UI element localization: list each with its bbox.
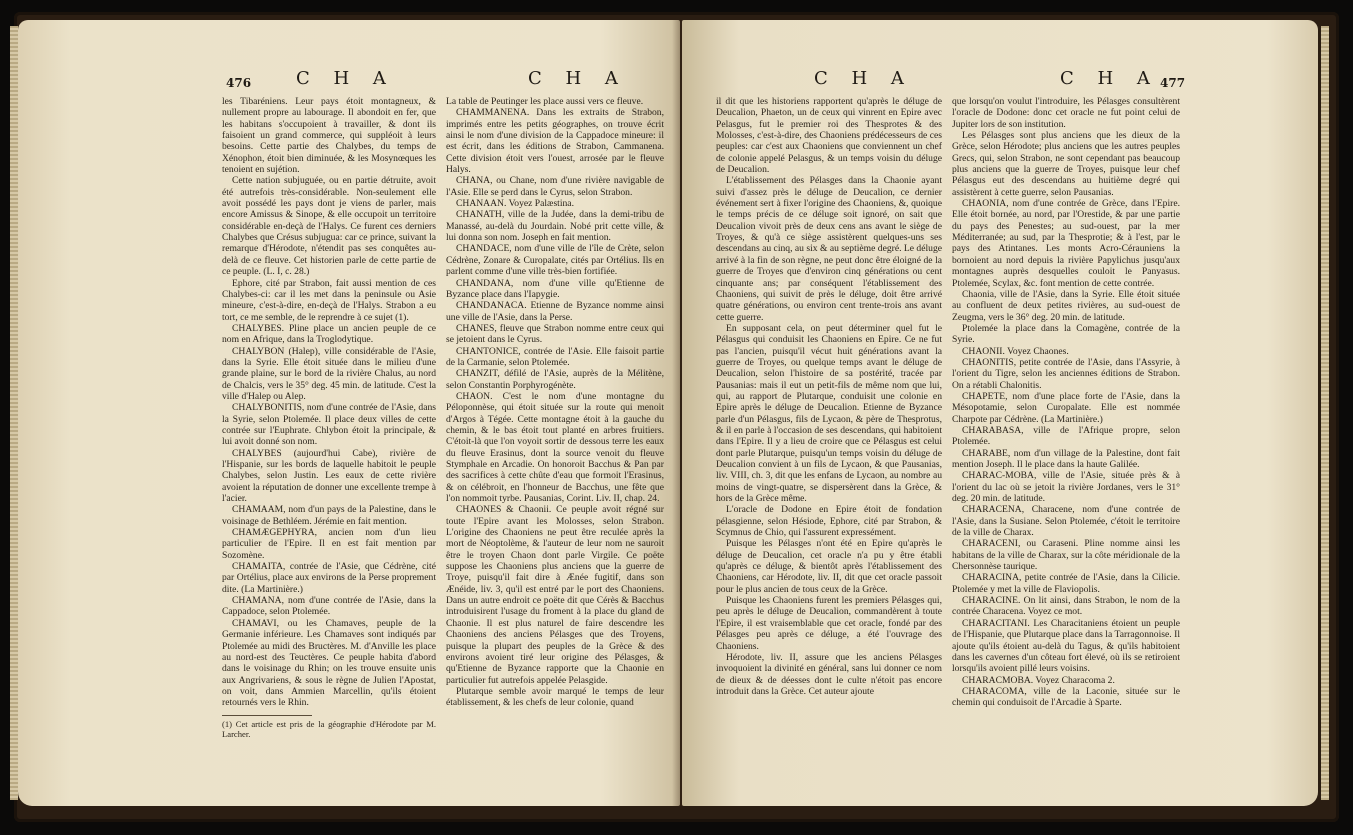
paragraph: CHANATH, ville de la Judée, dans la demi-tribu de Manassé, au-delà du Jourdain. Nobé prit cette ville, & lui donna son nom. Joseph en fait mention. [446,209,664,244]
paragraph: Puisque les Chaoniens furent les premiers Pélasges qui, peu après le déluge de Deucalion, commandèrent à toute l'Epire, il est vraisemblable que cet oracle, fondé par des Pélasges peu après ce déluge, a été l'ouvrage des Chaoniens. [716,595,942,652]
paragraph: CHARACMOBA. Voyez Characoma 2. [962,674,1115,686]
left-page-header-2: C H A [528,68,627,89]
paragraph: CHAONES & Chaonii. Ce peuple avoit régné sur toute l'Epire avant les Molosses, selon Strabon. L'origine des Chaoniens ne peut être reculée après la mort de Néoptolème, & l'auteur de leur nom ne sauroit être le troyen Chaon dont parle Virgile. Ce poëte suppose les Chaoniens plus anciens que la guerre de Troye, puisqu'il fait dire à Ænée fugitif, dans son Ænéide, liv. 3, qu'il est entré par le port des Chaoniens. Dans un autre endroit ce poëte dit que Cérès & Bacchus introduisirent l'usage du froment à la place du gland de Chaonie. Il est plus naturel de faire descendre les Chaoniens des anciens Pélasges que des Troyens, puisque la plupart des peuples de la Grèce & des environs avoient tiré leur origine des Pélasges, & qu'Etienne de Byzance rapporte que la Chaonie en particulier fut autrefois appelée Pelasgide. [446,504,664,686]
paragraph: CHALYBES. Pline place un ancien peuple de ce nom en Afrique, dans la Troglodytique. [222,322,436,346]
paragraph: CHAMANA, nom d'une contrée de l'Asie, dans la Cappadoce, selon Ptolemée. [222,595,436,618]
paragraph: L'établissement des Pélasges dans la Chaonie ayant suivi d'assez près le déluge de Deucalion, ce dernier événement sert à fixer l'origine des Chaoniens, &, quoique le temps précis de ce déluge soit ignoré, on sait que Deucalion vivoit près de deux cens ans avant le siège de Troyes, & qu'à ce siège assistèrent quelques-uns ses descendans au cinq, au six & au septième degré. Le déluge arrivé à la fin de son règne, ne peut donc être éloigné de la guerre de Troyes que d'environ cinq générations ou cent cinquante ans; par conséquent l'établissement des Chaoniens, qui suivit de près le déluge, doit être arrivé quatre générations, ou environ cent trente-trois ans avant cette guerre. [716,175,942,323]
paragraph: Cette nation subjuguée, ou en partie détruite, avoit été autrefois très-considérable. Non-seulement elle avoit possédé les pays dont je viens de parler, mais encore Amissus & Sinope, & elle occupoit un territoire considérable en-deçà de l'Halys. Ce furent ces derniers Chalybes que Crésus subjugua: car ce prince, suivant la remarque d'Hérodote, n'étendit pas ses conquêtes au-delà de ce fleuve. Cet historien parle de cette partie de ce peuple. (L. I, c. 28.) [222,175,436,278]
paragraph: CHAMAITA, contrée de l'Asie, que Cédrène, cité par Ortélius, place aux environs de la Perse proprement dite. (La Martinière.) [222,561,436,595]
paragraph: Ephore, cité par Strabon, fait aussi mention de ces Chalybes-ci: car il les met dans la peninsule ou Asie mineure, c'est-à-dire, en-deçà de l'Halys. Strabon a eu tort, ce me semble, de le reprendre à ce sujet (1). [222,277,436,323]
paragraph: CHAMÆGEPHYRA, ancien nom d'un lieu particulier de l'Epire. Il en est fait mention par Sozomène. [222,527,436,561]
paragraph: CHANES, fleuve que Strabon nomme entre ceux qui se jetoient dans le Cyrus. [446,322,664,346]
paragraph: CHARABASA, ville de l'Afrique propre, selon Ptolemée. [952,424,1180,448]
right-page-header-2: C H A [1060,68,1159,89]
left-page-number: 476 [226,76,252,90]
footnote: (1) Cet article est pris de la géographie d'Hérodote par M. Larcher. [222,718,436,739]
paragraph: CHARACOMA, ville de la Laconie, située sur le chemin qui conduisoit de l'Arcadie à Sparte. [952,685,1180,709]
paragraph: La table de Peutinger les place aussi vers ce fleuve. [446,96,644,107]
paragraph: Chaonia, ville de l'Asie, dans la Syrie. Elle étoit située au confluent de deux petites rivières, au sud-ouest de Zeugma, vers le 36° deg. 20 min. de latitude. [952,288,1180,323]
paragraph: CHANZIT, défilé de l'Asie, auprès de la Mélitène, selon Constantin Porphyrogénète. [446,368,664,391]
paragraph: CHAONII. Voyez Chaones. [962,345,1069,357]
paragraph: Les Pélasges sont plus anciens que les dieux de la Grèce, selon Hérodote; plus anciens que les autres peuples Grecs, qui, selon Strabon, ne sont cependant pas beaucoup plus anciens que la guerre de Troyes, puisque leur chef Pélasgus eut des descendans au huitième degré qui assistèrent à cette guerre, selon Pausanias. [952,130,1180,198]
paragraph: CHANAAN. Voyez Palæstina. [456,198,574,210]
right-page-number: 477 [1160,76,1186,90]
paragraph: En supposant cela, on peut déterminer quel fut le Pélasgus qui conduisit les Chaoniens en Epire. Ce ne fut pas l'ancien, puisqu'il vécut huit générations avant la guerre de Troyes, ou quelque temps avant le déluge de Deucalion, selon l'histoire de sa postérité, tracée par Pausanias: mais il eut un petit-fils de même nom que lui, qui, au rapport de Plutarque, conduisit une colonie en Epire après le déluge de Deucalion. Etienne de Byzance parle d'un Pélasgus, fils de Lycaon, & père de Thesprotus, & il en parle à l'occasion de ses descendans, qui habitoient dans l'Epire. Il y a lieu de croire que ce Pélasgus est celui dont parle Plutarque, puisqu'un temps voisin du déluge de Deucalion convient à un fils de Lycaon, & que Pausanias, liv. VIII, ch. 3, dit que les enfans de Lycaon, au nombre au moins de vingt-quatre, se dispersèrent dans la Grèce, & hors de la Grèce même. [716,322,942,505]
paragraph: CHARACITANI. Les Characitaniens étoient un peuple de l'Hispanie, que Plutarque place dans la Tarragonnoise. Il ajoute qu'ils étoient au-delà du Tagus, & qu'ils habitoient dans les cavernes d'un côteau fort élevé, où ils se retiroient lorsqu'ils avoient pillé leurs voisins. [952,617,1180,675]
paragraph: CHANTONICE, contrée de l'Asie. Elle faisoit partie de la Carmanie, selon Ptolemée. [446,345,664,368]
left-page-header-1: C H A [296,68,395,89]
left-page-column-2 [446,96,664,709]
paragraph: CHARACINE. On lit ainsi, dans Strabon, le nom de la contrée Characena. Voyez ce mot. [952,595,1180,618]
paragraph: CHALYBES (aujourd'hui Cabe), rivière de l'Hispanie, sur les bords de laquelle habitoit le peuple Chalybes, selon Justin. Les eaux de cette rivière avoient la réputation de donner une excellente trempe à l'acier. [222,447,436,505]
paragraph: CHAON. C'est le nom d'une montagne du Péloponnèse, qui étoit située sur la route qui menoit d'Argos à Tégée. Cette montagne étoit à la gauche du chemin, & le bas étoit tout planté en arbres fruitiers. C'étoit-là que l'on voyoit sortir de dessous terre les eaux du fleuve Erasinus, dont la source venoit du fleuve Stymphale en Arcadie. On honoroit Bacchus & Pan par des sacrifices à cette chûte d'eau que formoit l'Erasinus, & on célébroit, en l'honneur de Bacchus, une fête que l'on nommoit tyrbe. Pausanias, Corint. Liv. II, chap. 24. [446,390,664,505]
paragraph: les Tibaréniens. Leur pays étoit montagneux, & nullement propre au labourage. Il abondoit en fer, que les habitans s'occupoient à travailler, & dont ils faisoient un grand commerce, qui suppléoit à leurs besoins. Cette partie des Chalybes, du temps de Xénophon, étoit bien diminuée, & les Mosynœques les tenoient en sujétion. [222,96,436,176]
paragraph: L'oracle de Dodone en Epire étoit de fondation pélasgienne, selon Hésiode, Ephore, cité par Strabon, & Scymnus de Chio, qui l'assurent expressément. [716,504,942,539]
paragraph: CHARABE, nom d'un village de la Palestine, dont fait mention Joseph. Il le place dans la haute Galilée. [952,447,1180,470]
paragraph: Hérodote, liv. II, assure que les anciens Pélasges invoquoient la divinité en général, sans lui donner ce nom de dieux & de déesses dont le culte n'étoit pas encore introduit dans la Grèce. Cet auteur ajoute [716,651,942,697]
footnote-rule [222,715,312,716]
paragraph: CHAPETE, nom d'une place forte de l'Asie, dans la Mésopotamie, selon Curopalate. Elle est nommée Charpote par Cédrène. (La Martinière.) [952,390,1180,425]
paragraph: CHANDANA, nom d'une ville qu'Etienne de Byzance place dans l'Iapygie. [446,277,664,300]
paragraph: Puisque les Pélasges n'ont été en Epire qu'après le déluge de Deucalion, cet oracle n'a pu y être établi qu'après ce déluge, & bientôt après l'établissement des Chaoniens, car Hérodote, liv. II, dit que cet oracle passoit pour le plus ancien de tous ceux de la Grèce. [716,538,942,595]
right-page-edge [1321,26,1329,800]
paragraph: CHARACENA, Characene, nom d'une contrée de l'Asie, dans la Susiane. Selon Ptolemée, c'étoit le territoire de la ville de Charax. [952,504,1180,539]
paragraph: CHANDANACA. Etienne de Byzance nomme ainsi une ville de l'Asie, dans la Perse. [446,300,664,323]
left-page-edge [10,26,18,800]
paragraph: CHAMAVI, ou les Chamaves, peuple de la Germanie inférieure. Les Chamaves sont indiqués par Ptolemée au midi des Bructères. M. d'Anville les place au nord-est des Teuctères. Ce peuple habita d'abord dans le voisinage du Rhin; on les trouve ensuite unis aux Angrivariens, & sous le règne de Julien l'Apostat, on voit, dans Ammien Marcellin, qu'ils étoient retournés vers le Rhin. [222,617,436,709]
paragraph: CHAMMANENA. Dans les extraits de Strabon, imprimés entre les petits géographes, on trouve écrit ainsi le nom d'une division de la Cappadoce mineure: il est écrit, dans les éditions de Strabon, Cammanena. Cette division étoit vers l'ouest, arrosée par le fleuve Halys. [446,107,664,176]
right-page-column-1 [716,96,942,697]
paragraph: Ptolemée la place dans la Comagène, contrée de la Syrie. [952,322,1180,346]
paragraph: CHARACENI, ou Caraseni. Pline nomme ainsi les habitans de la ville de Charax, sur la côte méridionale de la Chersonnèse taurique. [952,538,1180,573]
right-page-column-2 [952,96,1180,709]
paragraph: CHANDACE, nom d'une ville de l'île de Crète, selon Cédrène, Zonare & Curopalate, cités par Ortélius. Ils en parlent comme d'une ville très-bien fortifiée. [446,243,664,278]
left-page [18,20,680,806]
paragraph: que lorsqu'on voulut l'introduire, les Pélasges consultèrent l'oracle de Dodone: donc cet oracle ne fut point celui de Jupiter lors de son institution. [952,96,1180,130]
paragraph: CHAONIA, nom d'une contrée de Grèce, dans l'Epire. Elle étoit bornée, au nord, par l'Orestide, & par une partie du pays des Penestes; au sud-ouest, par la mer Méditerranée; au sud, par la Thesprotie; & à l'est, par le pays des Atintanes. Les monts Acro-Cérauniens la bornoient au nord depuis la rivière Papylichus jusqu'aux montagnes auprès desquelles couloit le Panyasus. Ptolemée, Scylax, &c. font mention de cette contrée. [952,198,1180,289]
paragraph: Plutarque semble avoir marqué le temps de leur établissement, & les chefs de leur colonie, quand [446,685,664,709]
paragraph: CHALYBONITIS, nom d'une contrée de l'Asie, dans la Syrie, selon Ptolemée. Il place deux villes de cette contrée sur l'Euphrate. Chlybon étoit la principale, & lui avoit donné son nom. [222,402,436,448]
paragraph: CHAONITIS, petite contrée de l'Asie, dans l'Assyrie, à l'orient du Tigre, selon les anciennes éditions de Strabon. On a rétabli Chalonitis. [952,356,1180,391]
paragraph: CHARAC-MOBA, ville de l'Asie, située près & à l'orient du lac où se jetoit la rivière Jordanes, vers le 31° deg. 20 min. de latitude. [952,470,1180,505]
paragraph: CHARACINA, petite contrée de l'Asie, dans la Cilicie. Ptolemée y met la ville de Flaviopolis. [952,572,1180,595]
paragraph: il dit que les historiens rapportent qu'après le déluge de Deucalion, Phaeton, un de ceux qui vinrent en Epire avec Pelasgus, fut le premier roi des Thesprotes & des Molosses, c'est-à-dire, des Chaoniens prédécesseurs de ces peuples: car c'est aux Chaoniens que conviennent un chef de colonie appelé Pelasgus, & un temps voisin du déluge de Deucalion. [716,96,942,176]
left-page-column-1 [222,96,436,739]
paragraph: CHANA, ou Chane, nom d'une rivière navigable de l'Asie. Elle se perd dans le Cyrus, selon Strabon. [446,175,664,198]
right-page [682,20,1318,806]
paragraph: CHALYBON (Halep), ville considérable de l'Asie, dans la Syrie. Elle étoit située dans le milieu d'une grande plaine, sur le bord de la rivière Chalus, au nord de Chalcis, vers le 35° deg. 45 min. de latitude. C'est la ville d'Halep ou Alep. [222,345,436,402]
paragraph: CHAMAAM, nom d'un pays de la Palestine, dans le voisinage de Bethléem. Jérémie en fait mention. [222,504,436,527]
right-page-header-1: C H A [814,68,913,89]
